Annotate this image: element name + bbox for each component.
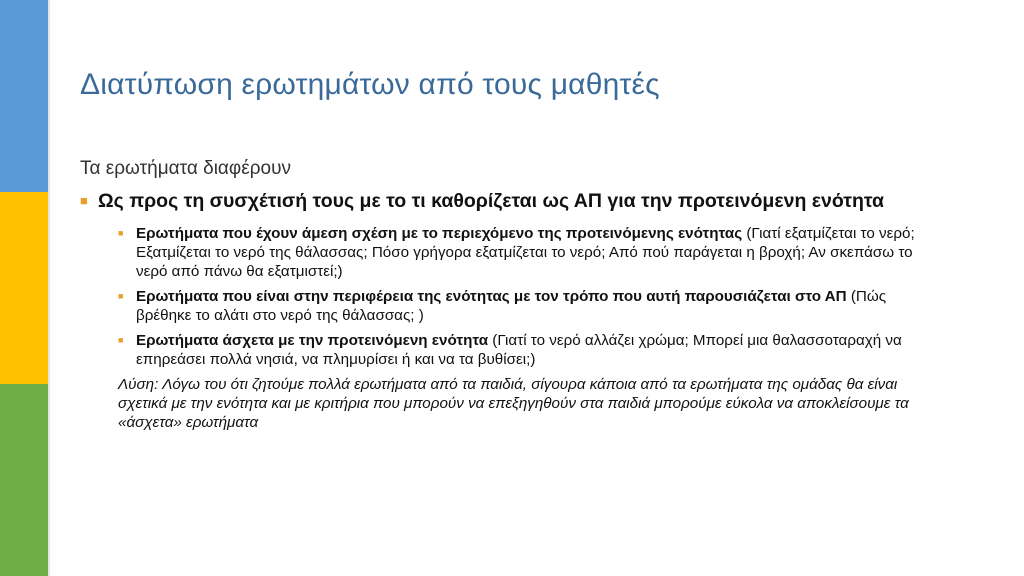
list-item-detail: (Γιατί εξατμίζεται το νερό; Εξατμίζεται το νερό της θάλασσας; Πόσο γρήγορα εξατμίζεται το νερό; Από πού παράγεται η βροχή; Αν σκεπάσω το νερό από πάνω θα εξατμιστεί;) <box>136 225 915 280</box>
list-item-detail: (Γιατί το νερό αλλάζει χρώμα; Μπορεί μια θαλασσοταραχή να επηρεάσει πολλά νησιά, να πλημυρίσει ή και να τα βυθίσει;) <box>136 332 902 368</box>
sidebar-color-bands <box>0 0 48 576</box>
list-item-text <box>136 287 940 325</box>
list-item <box>118 287 940 325</box>
square-bullet-icon: ■ <box>118 291 124 301</box>
list-item-text <box>136 331 940 369</box>
solution-note: Λύση: Λόγω του ότι ζητούμε πολλά ερωτήματα από τα παιδιά, σίγουρα κάποια από τα ερωτήματα της ομάδας θα είναι σχετικά με την ενότητα και με κριτήρια που μπορούν να επεξηγηθούν στα παιδιά μπορούμε εύκολα να αποκλείσουμε τα «άσχετα» ερωτήματα <box>118 376 909 431</box>
slide-content <box>80 158 940 432</box>
square-bullet-icon: ■ <box>80 193 88 208</box>
square-bullet-icon: ■ <box>118 335 124 345</box>
main-bullet-text: Ως προς τη συσχέτισή τους με το τι καθορίζεται ως ΑΠ για την προτεινόμενη ενότητα <box>98 190 885 212</box>
list-item-text <box>136 224 940 281</box>
list-item-heading: Ερωτήματα άσχετα με την προτεινόμενη ενότητα <box>136 332 489 349</box>
list-item-heading: Ερωτήματα που είναι στην περιφέρεια της ενότητας με τον τρόπο που αυτή παρουσιάζεται στο ΑΠ <box>136 288 847 305</box>
list-item <box>118 224 940 281</box>
sidebar-band-green <box>0 384 48 576</box>
sidebar-band-yellow <box>0 192 48 384</box>
slide-subtitle: Τα ερωτήματα διαφέρουν <box>80 158 291 179</box>
slide-title: Διατύπωση ερωτημάτων από τους μαθητές <box>80 68 660 101</box>
sidebar-divider <box>48 0 50 576</box>
list-item <box>118 331 940 369</box>
main-bullet <box>80 188 940 214</box>
square-bullet-icon: ■ <box>118 228 124 238</box>
list-item-detail: (Πώς βρέθηκε το αλάτι στο νερό της θάλασσας; ) <box>136 288 887 324</box>
list-item-heading: Ερωτήματα που έχουν άμεση σχέση με το περιεχόμενο της προτεινόμενης ενότητας <box>136 225 743 242</box>
sidebar-band-blue <box>0 0 48 192</box>
